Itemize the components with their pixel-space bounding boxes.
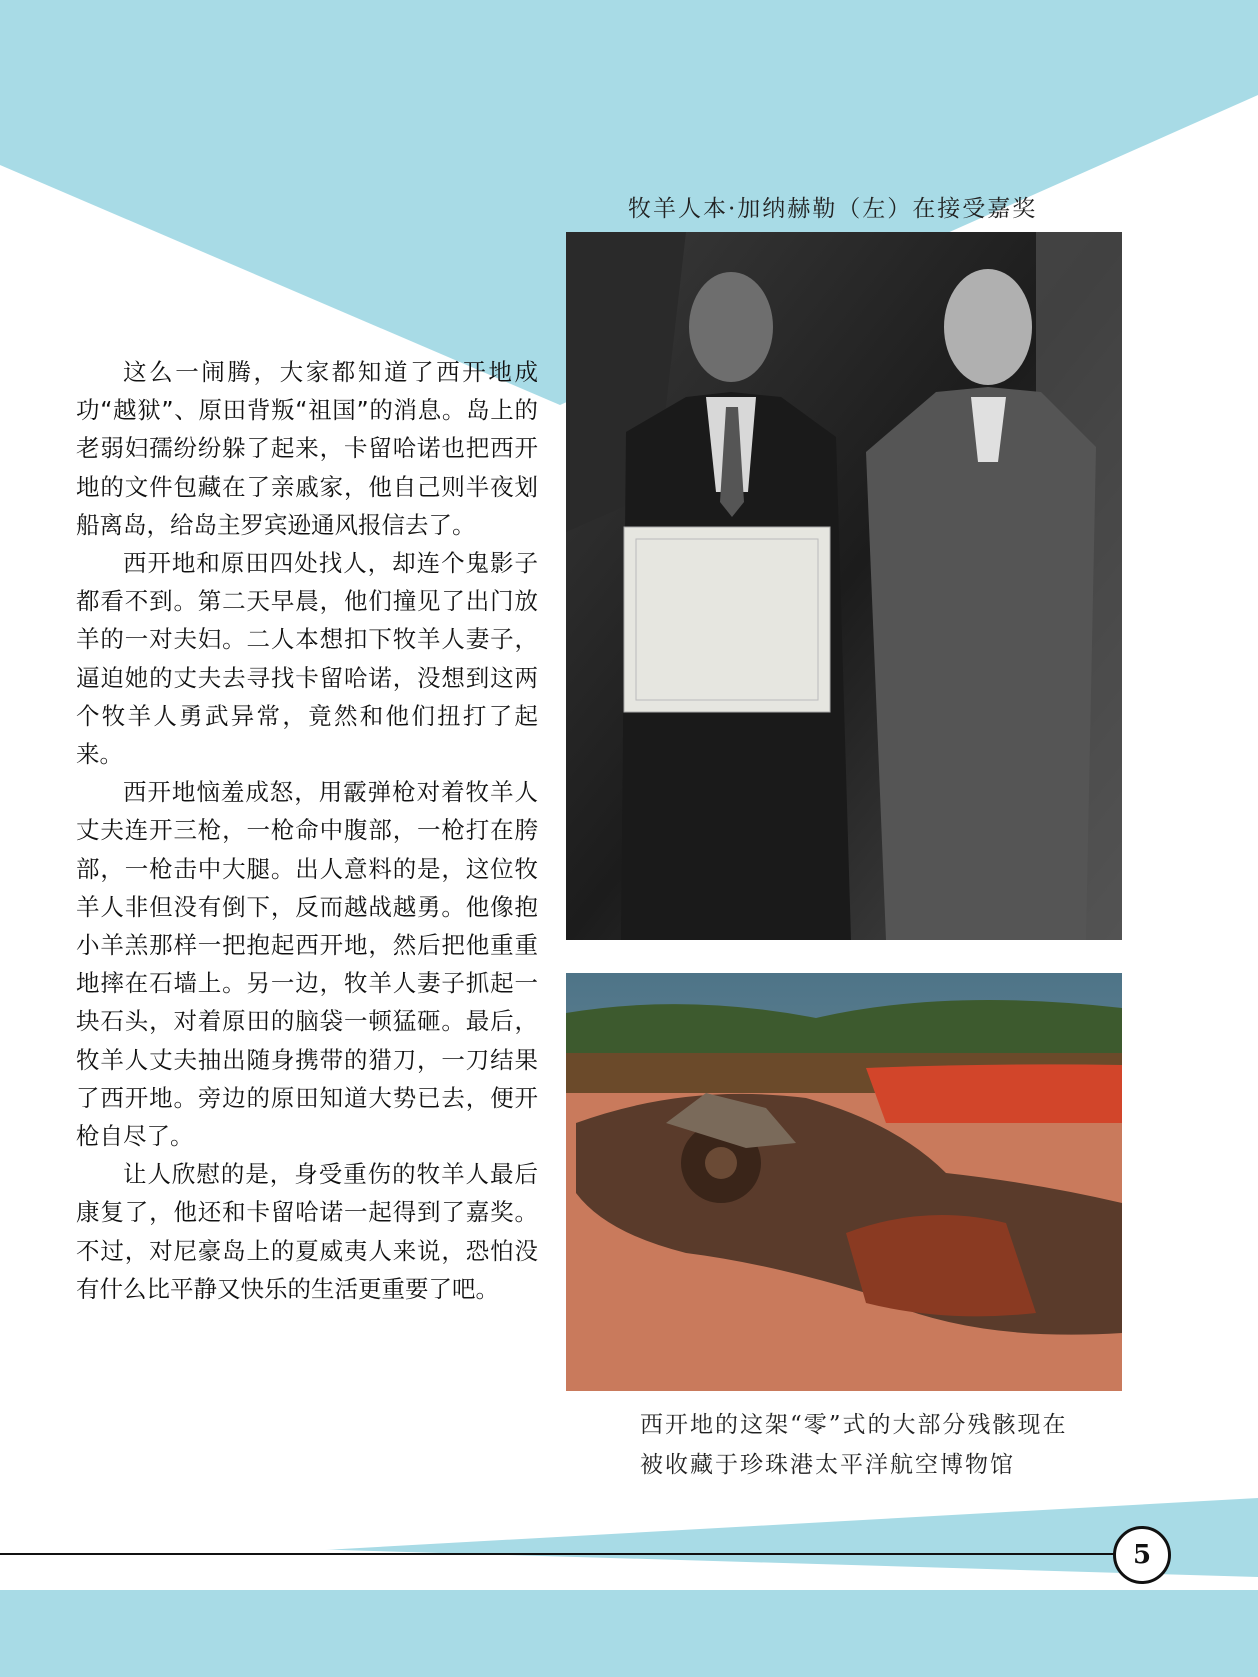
article-body [76, 353, 538, 1308]
caption-line: 被收藏于珍珠港太平洋航空博物馆 [640, 1452, 1015, 1478]
zero-wreckage-photo [566, 973, 1122, 1391]
article-paragraph: 这么一闹腾，大家都知道了西开地成功“越狱”、原田背叛“祖国”的消息。岛上的老弱妇孺纷纷躲了起来，卡留哈诺也把西开地的文件包藏在了亲戚家，他自己则半夜划船离岛，给岛主罗宾逊通风报信去了。 [76, 358, 538, 539]
article-paragraph: 让人欣慰的是，身受重伤的牧羊人最后康复了，他还和卡留哈诺一起得到了嘉奖。不过，对尼豪岛上的夏威夷人来说，恐怕没有什么比平静又快乐的生活更重要了吧。 [76, 1160, 538, 1303]
caption-line: 西开地的这架“零”式的大部分残骸现在 [640, 1412, 1068, 1438]
photo-caption-top: 牧羊人本·加纳赫勒（左）在接受嘉奖 [628, 196, 1038, 222]
article-paragraph: 西开地和原田四处找人，却连个鬼影子都看不到。第二天早晨，他们撞见了出门放羊的一对夫妇。二人本想扣下牧羊人妻子，逼迫她的丈夫去寻找卡留哈诺，没想到这两个牧羊人勇武异常，竟然和他们扭打了起来。 [76, 549, 538, 769]
award-ceremony-photo [566, 232, 1122, 940]
footer-rule [0, 1553, 1114, 1555]
article-paragraph: 西开地恼羞成怒，用霰弹枪对着牧羊人丈夫连开三枪，一枪命中腹部，一枪打在胯部，一枪击中大腿。出人意料的是，这位牧羊人非但没有倒下，反而越战越勇。他像抱小羊羔那样一把抱起西开地，然后把他重重地摔在石墙上。另一边，牧羊人妻子抓起一块石头，对着原田的脑袋一顿猛砸。最后，牧羊人丈夫抽出随身携带的猎刀，一刀结果了西开地。旁边的原田知道大势已去，便开枪自尽了。 [76, 778, 538, 1151]
photo-caption-bottom [640, 1405, 1068, 1485]
page-number: 5 [1113, 1526, 1171, 1584]
